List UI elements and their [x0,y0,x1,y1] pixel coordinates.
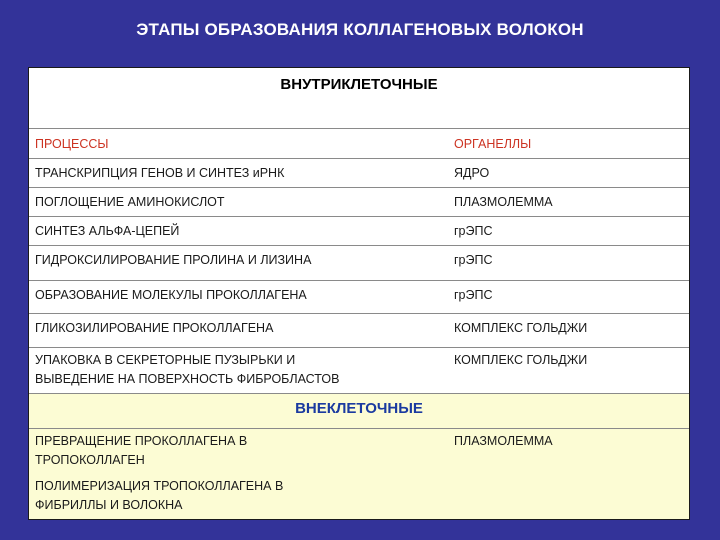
column-header-organelles: ОРГАНЕЛЛЫ [454,137,532,151]
process-cell [35,477,435,515]
section-header-extracellular [29,394,689,429]
table-row [29,217,689,246]
process-line: ТРОПОКОЛЛАГЕН [35,453,145,467]
section-title: ВНЕКЛЕТОЧНЫЕ [295,400,423,417]
process-cell: ГЛИКОЗИЛИРОВАНИЕ ПРОКОЛЛАГЕНА [35,321,274,335]
column-header-row [29,129,689,159]
table-row [29,281,689,314]
process-cell: ГИДРОКСИЛИРОВАНИЕ ПРОЛИНА И ЛИЗИНА [35,253,312,267]
collagen-stages-table [28,67,690,520]
process-cell [35,351,435,389]
process-line: УПАКОВКА В СЕКРЕТОРНЫЕ ПУЗЫРЬКИ И [35,353,296,367]
slide-title: ЭТАПЫ ОБРАЗОВАНИЯ КОЛЛАГЕНОВЫХ ВОЛОКОН [136,20,584,39]
table-row [29,348,689,394]
table-row [29,314,689,348]
table-row [29,429,689,519]
column-header-processes: ПРОЦЕССЫ [35,137,109,151]
organelle-cell: грЭПС [454,288,493,302]
organelle-cell: грЭПС [454,253,493,267]
table-row [29,246,689,281]
process-line: ФИБРИЛЛЫ И ВОЛОКНА [35,498,183,512]
table-row [29,159,689,188]
process-cell: СИНТЕЗ АЛЬФА-ЦЕПЕЙ [35,224,180,238]
process-line: ВЫВЕДЕНИЕ НА ПОВЕРХНОСТЬ ФИБРОБЛАСТОВ [35,372,340,386]
organelle-cell: ЯДРО [454,166,490,180]
process-cell: ТРАНСКРИПЦИЯ ГЕНОВ И СИНТЕЗ иРНК [35,166,285,180]
section-header-intracellular [29,68,689,129]
organelle-cell: КОМПЛЕКС ГОЛЬДЖИ [454,321,588,335]
process-cell: ОБРАЗОВАНИЕ МОЛЕКУЛЫ ПРОКОЛЛАГЕНА [35,288,307,302]
organelle-cell: грЭПС [454,224,493,238]
process-cell: ПОГЛОЩЕНИЕ АМИНОКИСЛОТ [35,195,225,209]
organelle-cell: КОМПЛЕКС ГОЛЬДЖИ [454,353,588,367]
process-cell [35,432,435,470]
process-line: ПРЕВРАЩЕНИЕ ПРОКОЛЛАГЕНА В [35,434,248,448]
process-line: ПОЛИМЕРИЗАЦИЯ ТРОПОКОЛЛАГЕНА В [35,479,284,493]
organelle-cell: ПЛАЗМОЛЕММА [454,434,553,448]
table-row [29,188,689,217]
organelle-cell: ПЛАЗМОЛЕММА [454,195,553,209]
section-title: ВНУТРИКЛЕТОЧНЫЕ [280,76,438,93]
